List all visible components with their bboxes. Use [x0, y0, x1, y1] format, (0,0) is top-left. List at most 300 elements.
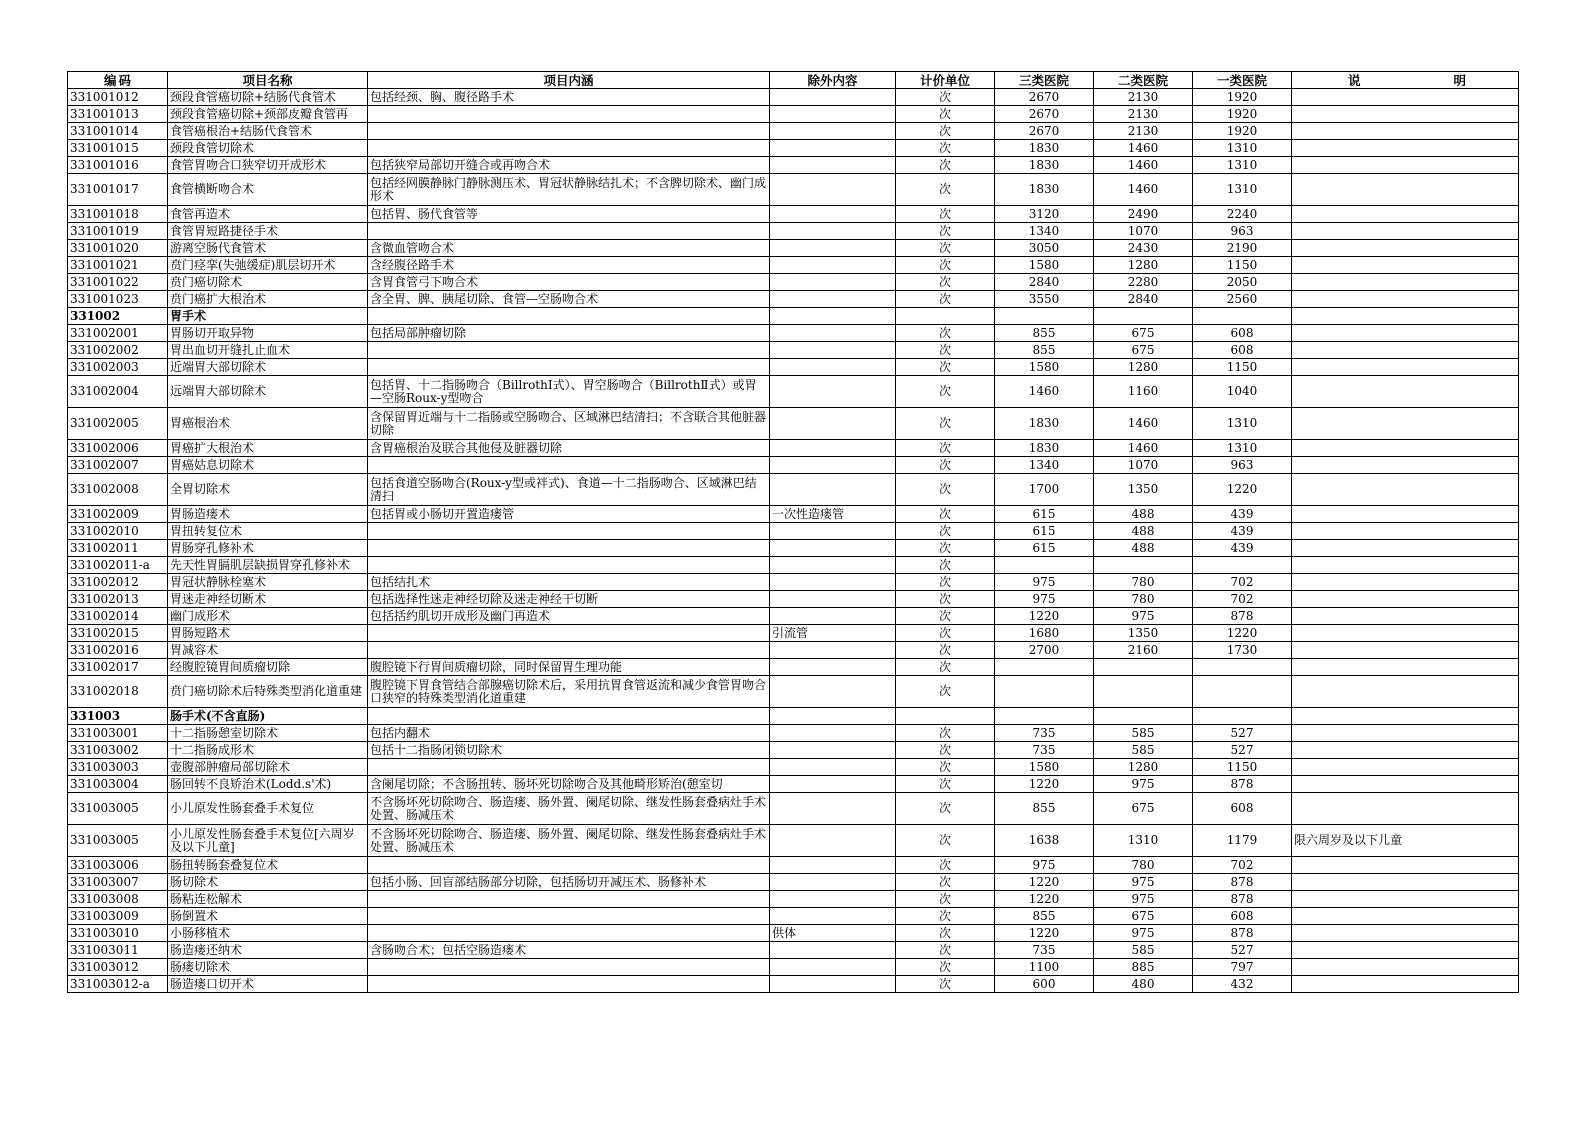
cell-price-class1: 439 — [1193, 523, 1292, 540]
cell-price-class1: 608 — [1193, 342, 1292, 359]
cell-content: 含微血管吻合术 — [368, 240, 770, 257]
section-row — [68, 708, 1519, 725]
cell-content — [368, 123, 770, 140]
cell-content: 包括狭窄局部切开缝合或再吻合术 — [368, 157, 770, 174]
cell-name: 全胃切除术 — [168, 474, 368, 506]
cell-excluded — [770, 742, 896, 759]
cell-name: 经腹腔镜胃间质瘤切除 — [168, 659, 368, 676]
cell-excluded — [770, 942, 896, 959]
cell-content: 包括小肠、回盲部结肠部分切除，包括肠切开减压术、肠修补术 — [368, 874, 770, 891]
cell-unit: 次 — [896, 223, 995, 240]
cell-price-class1: 878 — [1193, 608, 1292, 625]
table-row — [68, 659, 1519, 676]
cell-content — [368, 223, 770, 240]
price-table-sheet — [67, 71, 1518, 993]
cell-code: 331003006 — [68, 857, 168, 874]
cell-excluded — [770, 123, 896, 140]
cell-excluded — [770, 591, 896, 608]
cell-excluded — [770, 291, 896, 308]
cell-price-class1: 2190 — [1193, 240, 1292, 257]
cell-note — [1292, 206, 1519, 223]
table-row — [68, 174, 1519, 206]
cell-price-class2: 780 — [1094, 857, 1193, 874]
table-row — [68, 206, 1519, 223]
cell-excluded — [770, 891, 896, 908]
cell-content — [368, 457, 770, 474]
table-row — [68, 474, 1519, 506]
cell-content — [368, 342, 770, 359]
cell-unit: 次 — [896, 376, 995, 408]
cell-name: 食管胃吻合口狭窄切开成形术 — [168, 157, 368, 174]
cell-note — [1292, 506, 1519, 523]
cell-note — [1292, 274, 1519, 291]
table-row — [68, 857, 1519, 874]
cell-price-class1: 2560 — [1193, 291, 1292, 308]
cell-excluded — [770, 825, 896, 857]
cell-name: 颈段食管切除术 — [168, 140, 368, 157]
cell-name: 壶腹部肿瘤局部切除术 — [168, 759, 368, 776]
cell-content: 不含肠坏死切除吻合、肠造瘘、肠外置、阑尾切除、继发性肠套叠病灶手术处置、肠减压术 — [368, 825, 770, 857]
cell-price-class3: 1680 — [995, 625, 1094, 642]
cell-excluded — [770, 676, 896, 708]
cell-note — [1292, 440, 1519, 457]
cell-price-class3: 1340 — [995, 457, 1094, 474]
cell-price-class3: 855 — [995, 793, 1094, 825]
cell-content: 含胃癌根治及联合其他侵及脏器切除 — [368, 440, 770, 457]
cell-unit: 次 — [896, 608, 995, 625]
cell-content: 包括经颈、胸、腹径路手术 — [368, 89, 770, 106]
cell-content — [368, 359, 770, 376]
table-row — [68, 642, 1519, 659]
cell-note — [1292, 591, 1519, 608]
cell-price-class3: 975 — [995, 574, 1094, 591]
cell-content: 不含肠坏死切除吻合、肠造瘘、肠外置、阑尾切除、继发性肠套叠病灶手术处置、肠减压术 — [368, 793, 770, 825]
cell-note — [1292, 157, 1519, 174]
cell-price-class1: 1040 — [1193, 376, 1292, 408]
cell-content: 包括括约肌切开成形及幽门再造术 — [368, 608, 770, 625]
table-row — [68, 608, 1519, 625]
cell-price-class2: 585 — [1094, 942, 1193, 959]
cell-price-class3: 855 — [995, 342, 1094, 359]
cell-code: 331001012 — [68, 89, 168, 106]
cell-unit: 次 — [896, 206, 995, 223]
table-row — [68, 725, 1519, 742]
table-row — [68, 908, 1519, 925]
cell-note — [1292, 474, 1519, 506]
cell-unit: 次 — [896, 625, 995, 642]
cell-name: 胃冠状静脉栓塞术 — [168, 574, 368, 591]
cell-excluded — [770, 325, 896, 342]
cell-name: 食管胃短路捷径手术 — [168, 223, 368, 240]
cell-name: 贲门痉挛(失弛缓症)肌层切开术 — [168, 257, 368, 274]
col-unit-header: 计价单位 — [896, 72, 995, 89]
cell-price-class1: 1310 — [1193, 440, 1292, 457]
cell-price-class3: 2670 — [995, 123, 1094, 140]
cell-price-class3: 2670 — [995, 89, 1094, 106]
cell-price-class2: 1070 — [1094, 223, 1193, 240]
cell-content: 包括局部肿瘤切除 — [368, 325, 770, 342]
col-excluded-header: 除外内容 — [770, 72, 896, 89]
table-row — [68, 408, 1519, 440]
cell-price-class3: 1220 — [995, 925, 1094, 942]
cell-price-class3: 2670 — [995, 106, 1094, 123]
cell-unit: 次 — [896, 793, 995, 825]
cell-price-class2: 1460 — [1094, 440, 1193, 457]
cell-code: 331002005 — [68, 408, 168, 440]
cell-price-class1: 608 — [1193, 325, 1292, 342]
cell-name: 胃肠短路术 — [168, 625, 368, 642]
cell-name: 食管横断吻合术 — [168, 174, 368, 206]
cell-name: 肠手术(不含直肠) — [168, 708, 368, 725]
cell-content: 包括食道空肠吻合(Roux-y型或袢式)、食道—十二指肠吻合、区域淋巴结清扫 — [368, 474, 770, 506]
table-row — [68, 976, 1519, 993]
cell-code: 331003002 — [68, 742, 168, 759]
cell-unit: 次 — [896, 976, 995, 993]
cell-price-class2: 2840 — [1094, 291, 1193, 308]
cell-note — [1292, 257, 1519, 274]
cell-excluded — [770, 608, 896, 625]
cell-price-class3: 2700 — [995, 642, 1094, 659]
cell-name: 胃肠穿孔修补术 — [168, 540, 368, 557]
cell-unit: 次 — [896, 908, 995, 925]
cell-price-class1: 2240 — [1193, 206, 1292, 223]
cell-note — [1292, 106, 1519, 123]
cell-excluded — [770, 457, 896, 474]
col-class2-header: 二类医院 — [1094, 72, 1193, 89]
cell-price-class1: 878 — [1193, 925, 1292, 942]
cell-price-class3: 855 — [995, 325, 1094, 342]
cell-excluded — [770, 140, 896, 157]
cell-price-class3: 735 — [995, 742, 1094, 759]
cell-price-class3 — [995, 557, 1094, 574]
header-row — [68, 72, 1519, 89]
cell-price-class3: 615 — [995, 523, 1094, 540]
cell-code: 331001013 — [68, 106, 168, 123]
cell-price-class2: 975 — [1094, 874, 1193, 891]
cell-note: 限六周岁及以下儿童 — [1292, 825, 1519, 857]
cell-code: 331003012-a — [68, 976, 168, 993]
cell-unit: 次 — [896, 123, 995, 140]
cell-price-class1: 1310 — [1193, 140, 1292, 157]
cell-unit: 次 — [896, 574, 995, 591]
cell-excluded — [770, 725, 896, 742]
cell-price-class2: 1460 — [1094, 157, 1193, 174]
cell-unit: 次 — [896, 440, 995, 457]
cell-price-class2: 780 — [1094, 591, 1193, 608]
cell-price-class1 — [1193, 557, 1292, 574]
cell-price-class3: 1700 — [995, 474, 1094, 506]
cell-name: 肠粘连松解术 — [168, 891, 368, 908]
cell-price-class1: 1310 — [1193, 408, 1292, 440]
cell-note — [1292, 625, 1519, 642]
cell-content: 腹腔镜下行胃间质瘤切除，同时保留胃生理功能 — [368, 659, 770, 676]
cell-code: 331003009 — [68, 908, 168, 925]
cell-unit: 次 — [896, 540, 995, 557]
table-row — [68, 925, 1519, 942]
cell-note — [1292, 540, 1519, 557]
cell-code: 331003 — [68, 708, 168, 725]
cell-code: 331002013 — [68, 591, 168, 608]
cell-excluded — [770, 874, 896, 891]
cell-price-class1: 963 — [1193, 223, 1292, 240]
cell-code: 331002 — [68, 308, 168, 325]
cell-excluded — [770, 523, 896, 540]
cell-code: 331001022 — [68, 274, 168, 291]
cell-price-class1: 963 — [1193, 457, 1292, 474]
cell-content — [368, 523, 770, 540]
table-row — [68, 240, 1519, 257]
cell-price-class3: 1830 — [995, 408, 1094, 440]
cell-price-class2: 975 — [1094, 925, 1193, 942]
cell-code: 331003004 — [68, 776, 168, 793]
cell-note — [1292, 89, 1519, 106]
table-body — [68, 89, 1519, 993]
cell-content: 包括胃、十二指肠吻合（BillrothⅠ式）、胃空肠吻合（BillrothⅡ式）或胃—空肠Roux-y型吻合 — [368, 376, 770, 408]
cell-name: 肠瘘切除术 — [168, 959, 368, 976]
cell-price-class1: 878 — [1193, 776, 1292, 793]
cell-code: 331003003 — [68, 759, 168, 776]
cell-content: 包括内翻术 — [368, 725, 770, 742]
cell-excluded — [770, 106, 896, 123]
cell-excluded — [770, 557, 896, 574]
cell-content — [368, 106, 770, 123]
cell-name: 食管再造术 — [168, 206, 368, 223]
cell-note — [1292, 891, 1519, 908]
cell-price-class1: 439 — [1193, 540, 1292, 557]
cell-price-class3: 855 — [995, 908, 1094, 925]
cell-price-class3: 1580 — [995, 257, 1094, 274]
cell-note — [1292, 776, 1519, 793]
cell-price-class2 — [1094, 708, 1193, 725]
cell-unit: 次 — [896, 240, 995, 257]
cell-content: 腹腔镜下胃食管结合部腺癌切除术后，采用抗胃食管返流和减少食管胃吻合口狭窄的特殊类型消化道重建 — [368, 676, 770, 708]
cell-price-class1: 1920 — [1193, 123, 1292, 140]
cell-excluded — [770, 474, 896, 506]
cell-content: 包括胃、肠代食管等 — [368, 206, 770, 223]
cell-name: 肠回转不良矫治术(Lodd.s'术) — [168, 776, 368, 793]
cell-price-class2: 2130 — [1094, 89, 1193, 106]
cell-excluded — [770, 759, 896, 776]
cell-name: 游离空肠代食管术 — [168, 240, 368, 257]
table-row — [68, 457, 1519, 474]
cell-excluded — [770, 240, 896, 257]
cell-price-class3: 3120 — [995, 206, 1094, 223]
cell-unit: 次 — [896, 659, 995, 676]
cell-note — [1292, 857, 1519, 874]
cell-note — [1292, 959, 1519, 976]
cell-note — [1292, 376, 1519, 408]
cell-unit: 次 — [896, 408, 995, 440]
cell-unit: 次 — [896, 959, 995, 976]
cell-price-class1: 1920 — [1193, 106, 1292, 123]
cell-excluded — [770, 857, 896, 874]
cell-price-class2: 1350 — [1094, 474, 1193, 506]
cell-name: 胃肠切开取异物 — [168, 325, 368, 342]
cell-excluded — [770, 642, 896, 659]
cell-content — [368, 708, 770, 725]
cell-code: 331002002 — [68, 342, 168, 359]
cell-price-class3: 1830 — [995, 140, 1094, 157]
table-row — [68, 376, 1519, 408]
cell-name: 胃迷走神经切断术 — [168, 591, 368, 608]
cell-note — [1292, 759, 1519, 776]
cell-code: 331001020 — [68, 240, 168, 257]
cell-excluded — [770, 908, 896, 925]
cell-note — [1292, 676, 1519, 708]
cell-price-class2: 885 — [1094, 959, 1193, 976]
cell-name: 胃癌姑息切除术 — [168, 457, 368, 474]
cell-excluded — [770, 440, 896, 457]
table-row — [68, 793, 1519, 825]
cell-note — [1292, 942, 1519, 959]
cell-price-class2: 1460 — [1094, 140, 1193, 157]
cell-name: 贲门癌切除术 — [168, 274, 368, 291]
cell-price-class3: 600 — [995, 976, 1094, 993]
cell-price-class3 — [995, 308, 1094, 325]
cell-code: 331002003 — [68, 359, 168, 376]
cell-code: 331003010 — [68, 925, 168, 942]
cell-price-class1: 702 — [1193, 591, 1292, 608]
cell-code: 331002011-a — [68, 557, 168, 574]
cell-content — [368, 759, 770, 776]
table-row — [68, 557, 1519, 574]
table-row — [68, 591, 1519, 608]
cell-content — [368, 540, 770, 557]
cell-note — [1292, 308, 1519, 325]
cell-price-class3: 1830 — [995, 440, 1094, 457]
cell-price-class2 — [1094, 308, 1193, 325]
cell-unit: 次 — [896, 274, 995, 291]
cell-price-class1: 2050 — [1193, 274, 1292, 291]
cell-code: 331003005 — [68, 825, 168, 857]
col-code-header: 编 码 — [68, 72, 168, 89]
cell-unit: 次 — [896, 874, 995, 891]
cell-unit: 次 — [896, 742, 995, 759]
cell-excluded: 引流管 — [770, 625, 896, 642]
cell-price-class3: 615 — [995, 540, 1094, 557]
cell-note — [1292, 742, 1519, 759]
cell-note — [1292, 342, 1519, 359]
cell-note — [1292, 240, 1519, 257]
col-note-header: 说 明 — [1292, 72, 1519, 89]
table-row — [68, 574, 1519, 591]
table-row — [68, 274, 1519, 291]
table-row — [68, 359, 1519, 376]
cell-price-class1: 702 — [1193, 857, 1292, 874]
cell-unit: 次 — [896, 942, 995, 959]
cell-price-class2: 1310 — [1094, 825, 1193, 857]
cell-content: 包括结扎术 — [368, 574, 770, 591]
cell-price-class3 — [995, 659, 1094, 676]
cell-price-class3: 615 — [995, 506, 1094, 523]
table-row — [68, 123, 1519, 140]
cell-note — [1292, 925, 1519, 942]
cell-price-class3: 1830 — [995, 174, 1094, 206]
cell-unit: 次 — [896, 642, 995, 659]
cell-price-class3 — [995, 676, 1094, 708]
cell-unit: 次 — [896, 857, 995, 874]
cell-excluded — [770, 408, 896, 440]
cell-price-class1 — [1193, 676, 1292, 708]
cell-content: 含保留胃近端与十二指肠或空肠吻合、区域淋巴结清扫；不含联合其他脏器切除 — [368, 408, 770, 440]
cell-excluded — [770, 540, 896, 557]
cell-price-class1: 608 — [1193, 908, 1292, 925]
cell-name: 食管癌根治+结肠代食管术 — [168, 123, 368, 140]
cell-unit: 次 — [896, 325, 995, 342]
cell-price-class2: 2160 — [1094, 642, 1193, 659]
cell-content: 包括十二指肠闭锁切除术 — [368, 742, 770, 759]
cell-code: 331002018 — [68, 676, 168, 708]
cell-note — [1292, 708, 1519, 725]
cell-price-class3: 1220 — [995, 776, 1094, 793]
cell-code: 331003008 — [68, 891, 168, 908]
cell-price-class2: 975 — [1094, 608, 1193, 625]
cell-price-class2: 2280 — [1094, 274, 1193, 291]
cell-unit: 次 — [896, 106, 995, 123]
table-row — [68, 223, 1519, 240]
table-row — [68, 776, 1519, 793]
cell-price-class3: 1340 — [995, 223, 1094, 240]
cell-name: 肠造瘘口切开术 — [168, 976, 368, 993]
cell-excluded — [770, 157, 896, 174]
cell-name: 小儿原发性肠套叠手术复位[六周岁及以下儿童] — [168, 825, 368, 857]
cell-price-class1: 702 — [1193, 574, 1292, 591]
cell-unit: 次 — [896, 291, 995, 308]
cell-excluded — [770, 659, 896, 676]
cell-content — [368, 642, 770, 659]
col-class3-header: 三类医院 — [995, 72, 1094, 89]
table-row — [68, 89, 1519, 106]
cell-price-class2: 480 — [1094, 976, 1193, 993]
cell-price-class3: 975 — [995, 857, 1094, 874]
table-row — [68, 106, 1519, 123]
cell-note — [1292, 725, 1519, 742]
table-row — [68, 825, 1519, 857]
cell-price-class3: 1460 — [995, 376, 1094, 408]
cell-unit: 次 — [896, 891, 995, 908]
cell-price-class3: 1220 — [995, 608, 1094, 625]
cell-price-class1 — [1193, 708, 1292, 725]
table-row — [68, 742, 1519, 759]
cell-unit: 次 — [896, 457, 995, 474]
cell-content: 含经腹径路手术 — [368, 257, 770, 274]
cell-price-class1: 1730 — [1193, 642, 1292, 659]
cell-code: 331001015 — [68, 140, 168, 157]
cell-price-class2: 1280 — [1094, 759, 1193, 776]
cell-name: 胃肠造瘘术 — [168, 506, 368, 523]
cell-price-class2: 585 — [1094, 725, 1193, 742]
cell-unit: 次 — [896, 676, 995, 708]
cell-name: 肠切除术 — [168, 874, 368, 891]
cell-price-class2: 675 — [1094, 342, 1193, 359]
cell-code: 331003007 — [68, 874, 168, 891]
cell-code: 331001021 — [68, 257, 168, 274]
cell-excluded — [770, 257, 896, 274]
cell-price-class2: 1280 — [1094, 359, 1193, 376]
cell-name: 近端胃大部切除术 — [168, 359, 368, 376]
cell-code: 331003011 — [68, 942, 168, 959]
price-table — [67, 71, 1519, 993]
cell-note — [1292, 359, 1519, 376]
cell-price-class3: 2840 — [995, 274, 1094, 291]
cell-content — [368, 908, 770, 925]
cell-note — [1292, 642, 1519, 659]
cell-excluded — [770, 308, 896, 325]
cell-code: 331002011 — [68, 540, 168, 557]
cell-note — [1292, 457, 1519, 474]
cell-name: 十二指肠成形术 — [168, 742, 368, 759]
cell-price-class2: 1460 — [1094, 408, 1193, 440]
